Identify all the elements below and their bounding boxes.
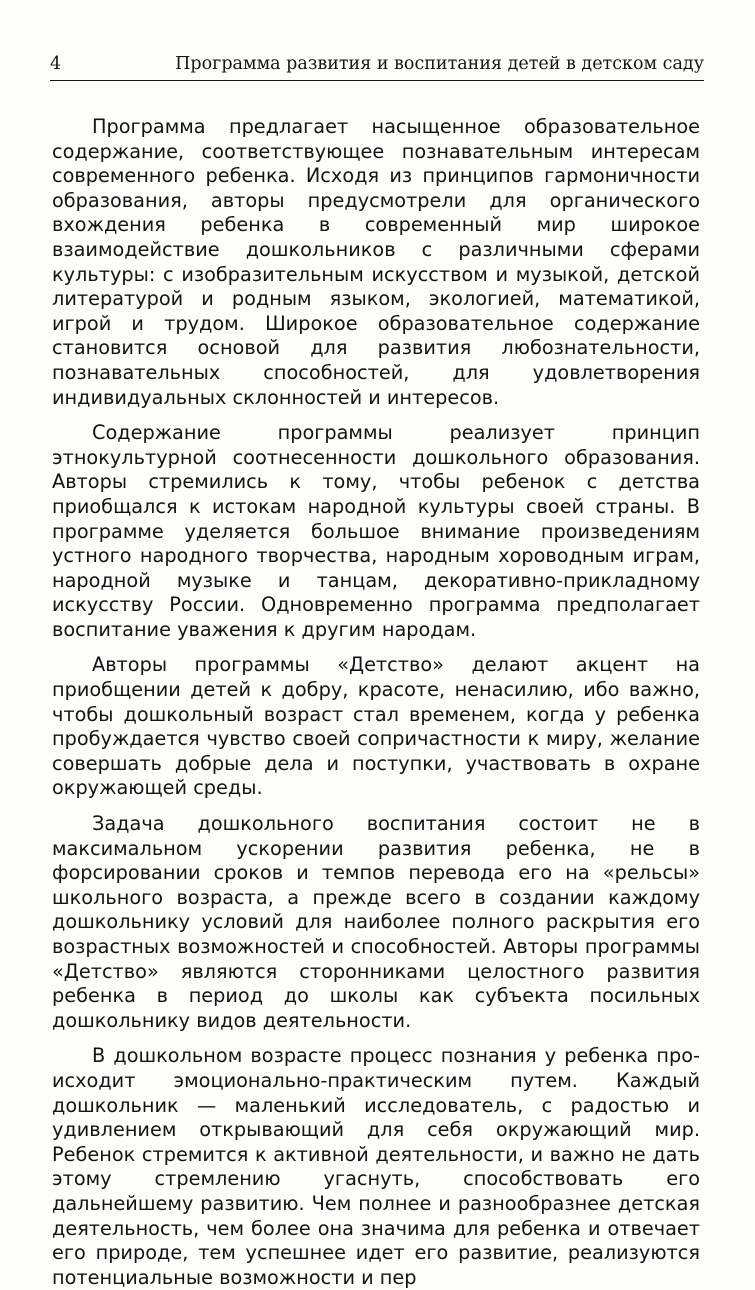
header-rule [50,80,704,81]
paragraph-5: В дошкольном возрасте процесс познания у ребенка происходит эмоционально-практическим путем. Каждый дошкольник — маленький исследователь, с радостью и удивлением открывающий для себя окружающий мир. Ребенок стремится к активной деятельности, и важно не дать этому стремлению угаснуть, способствовать его дальнейшему развитию. Чем полнее и разнообразнее детская деятельность, чем более она значима для ребенка и отвечает его природе, тем успешнее идет его развитие, реализуются потенциальные возможности и пер [52,1044,700,1289]
paragraph-4: Задача дошкольного воспитания состоит не в максимальном ускорении развития ребенка, не в форсировании сроков и темпов перевода его на «рельсы» школьного возраста, а прежде всего в создании каждому дошкольнику условий для наиболее полного раскрытия его возрастных возможностей и способностей. Авторы программы «Детство» являются сторонниками целостного развития ребенка в период до школы как субъекта посильных дошкольнику видов деятельности. [52,812,700,1032]
page-number: 4 [50,54,62,74]
paragraph-1: Программа предлагает насыщенное образовательное содержание, соответствующее познавательным интересам современного ребенка. Исходя из принципов гармоничности образования, авторы предусмотрели для органического вхождения ребенка в современный мир широкое взаимодействие дошкольников с различными сферами культуры: с изобразительным искусством и музыкой, детской литературой и родным языком, экологией, математикой, игрой и трудом. Широкое образовательное содержание становится основой для развития любознательности, познавательных способностей, для удовлетворения индивидуальных склонностей и интересов. [52,115,700,409]
page-header [50,52,704,76]
paragraph-3: Авторы программы «Детство» делают акцент на приобщении детей к добру, красоте, ненасилию, ибо важно, чтобы дошкольный возраст стал временем, когда у ребенка пробуждается чувство своей сопричастности к миру, желание совершать добрые дела и поступки, участвовать в охране окружающей среды. [52,653,700,800]
body-text [52,115,700,1290]
paragraph-2: Содержание программы реализует принцип этнокультурной соотнесенности дошкольного образования. Авторы стремились к тому, чтобы ребенок с детства приобщался к истокам народной культуры своей страны. В программе уделяется большое внимание произведениям устного народного творчества, народным хороводным играм, народной музыке и танцам, декоративно-прикладному искусству России. Одновременно программа предполагает воспитание уважения к другим народам. [52,421,700,641]
running-title: Программа развития и воспитания детей в детском саду [175,54,704,74]
